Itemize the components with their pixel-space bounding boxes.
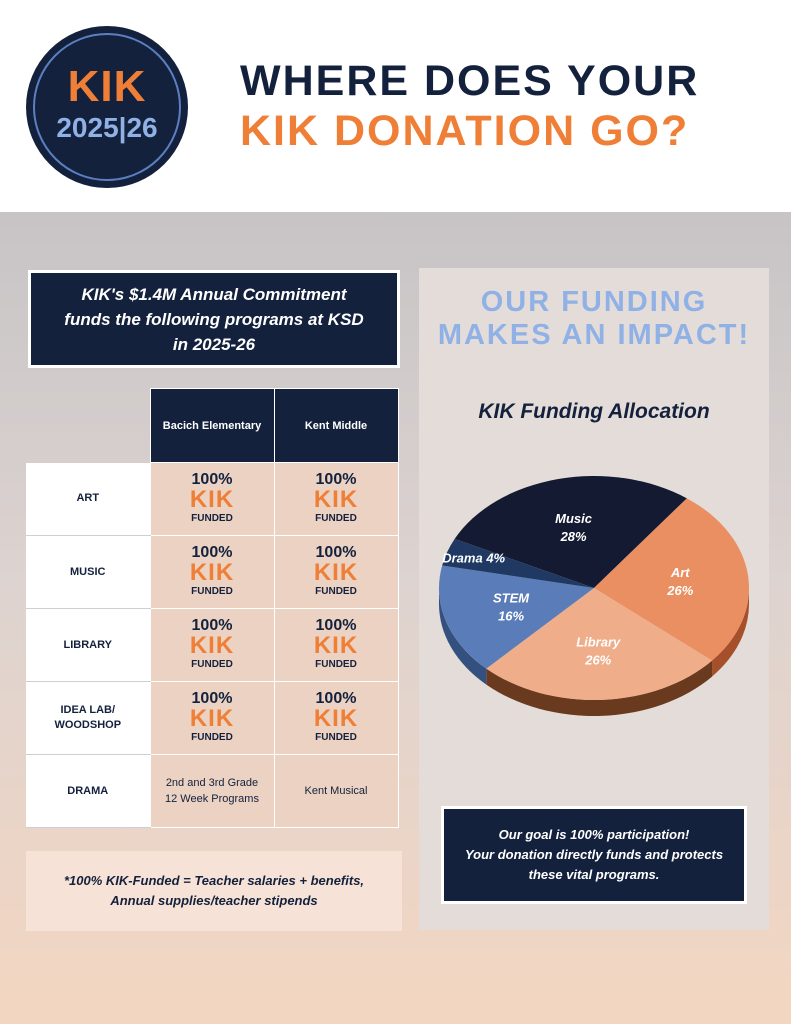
footnote-line-1: *100% KIK-Funded = Teacher salaries + benefits, bbox=[63, 873, 365, 888]
drama-bacich-cell bbox=[150, 755, 274, 828]
commitment-text: KIK's $1.4M Annual Commitment funds the following programs at KSD in 2025-26 bbox=[64, 284, 364, 354]
funded-cell bbox=[150, 463, 274, 536]
funded-word: FUNDED bbox=[315, 732, 357, 743]
table-row bbox=[26, 463, 398, 536]
funded-kik: KIK bbox=[313, 632, 359, 659]
funded-kik: KIK bbox=[189, 632, 235, 659]
funded-percent: 100% bbox=[191, 617, 233, 634]
row-label-drama: DRAMA bbox=[26, 755, 150, 828]
drama-kent-cell bbox=[274, 755, 398, 828]
funded-percent: 100% bbox=[315, 544, 357, 561]
funded-percent: 100% bbox=[191, 471, 233, 488]
table-row bbox=[26, 609, 398, 682]
drama-bacich-line-1: 2nd and 3rd Grade bbox=[165, 777, 259, 789]
pie-label-stem: STEM 16% bbox=[493, 590, 530, 624]
footnote-box bbox=[26, 851, 402, 931]
funded-kik: KIK bbox=[189, 559, 235, 586]
funded-cell bbox=[150, 536, 274, 609]
funded-percent: 100% bbox=[315, 690, 357, 707]
funded-percent: 100% bbox=[191, 690, 233, 707]
funded-word: FUNDED bbox=[315, 659, 357, 670]
impact-heading bbox=[419, 286, 769, 352]
funded-percent: 100% bbox=[315, 471, 357, 488]
table-row bbox=[26, 536, 398, 609]
column-header-bacich: Bacich Elementary bbox=[150, 389, 274, 463]
impact-line-2: MAKES AN IMPACT! bbox=[437, 319, 751, 351]
funded-cell bbox=[274, 609, 398, 682]
pie-label-drama: Drama 4% bbox=[442, 550, 506, 566]
title-line-2: KIK DONATION GO? bbox=[240, 107, 690, 155]
commitment-box bbox=[28, 270, 400, 368]
impact-panel bbox=[419, 268, 769, 930]
row-label-library: LIBRARY bbox=[26, 609, 150, 682]
kik-logo bbox=[26, 26, 188, 188]
funded-kik: KIK bbox=[313, 486, 359, 513]
goal-text bbox=[465, 825, 723, 885]
title-line-1: WHERE DOES YOUR bbox=[240, 57, 700, 105]
funded-cell bbox=[274, 536, 398, 609]
funded-cell bbox=[274, 463, 398, 536]
funded-word: FUNDED bbox=[191, 586, 233, 597]
row-label-art: ART bbox=[26, 463, 150, 536]
funded-percent: 100% bbox=[315, 617, 357, 634]
pie-label-art: Art 26% bbox=[667, 565, 694, 599]
table-corner bbox=[26, 389, 150, 463]
column-header-kent: Kent Middle bbox=[274, 389, 398, 463]
funded-kik: KIK bbox=[189, 705, 235, 732]
pie-label-music: Music 28% bbox=[555, 511, 593, 545]
table-row bbox=[26, 755, 398, 828]
programs-table bbox=[26, 388, 399, 828]
logo-year-text: 2025|26 bbox=[56, 112, 158, 143]
chart-title: KIK Funding Allocation bbox=[478, 400, 710, 423]
goal-box bbox=[441, 806, 747, 904]
funded-word: FUNDED bbox=[315, 513, 357, 524]
row-label-line-1: IDEA LAB/ bbox=[60, 704, 116, 716]
footnote-line-2: Annual supplies/teacher stipends bbox=[110, 893, 318, 908]
header bbox=[0, 0, 791, 212]
drama-bacich-line-2: 12 Week Programs bbox=[165, 793, 259, 805]
funded-word: FUNDED bbox=[191, 659, 233, 670]
pie-label-library: Library 26% bbox=[576, 634, 621, 668]
funded-percent: 100% bbox=[191, 544, 233, 561]
funded-word: FUNDED bbox=[191, 732, 233, 743]
row-label-idea-lab bbox=[26, 682, 150, 755]
funded-kik: KIK bbox=[189, 486, 235, 513]
goal-line-2: Your donation directly funds and protects bbox=[464, 847, 724, 862]
row-label-music: MUSIC bbox=[26, 536, 150, 609]
funded-kik: KIK bbox=[313, 705, 359, 732]
row-label-line-2: WOODSHOP bbox=[54, 719, 122, 731]
pie-chart bbox=[419, 458, 769, 798]
funded-cell bbox=[150, 609, 274, 682]
table-row bbox=[26, 682, 398, 755]
goal-line-1: Our goal is 100% participation! bbox=[498, 827, 690, 842]
page-title bbox=[240, 56, 699, 156]
footnote-text bbox=[64, 871, 364, 911]
funded-word: FUNDED bbox=[191, 513, 233, 524]
goal-line-3: these vital programs. bbox=[528, 867, 660, 882]
impact-line-1: OUR FUNDING bbox=[480, 286, 708, 318]
funded-word: FUNDED bbox=[315, 586, 357, 597]
funded-cell bbox=[150, 682, 274, 755]
funded-cell bbox=[274, 682, 398, 755]
logo-kik-text: KIK bbox=[67, 62, 147, 111]
drama-kent-text: Kent Musical bbox=[304, 785, 368, 797]
funded-kik: KIK bbox=[313, 559, 359, 586]
